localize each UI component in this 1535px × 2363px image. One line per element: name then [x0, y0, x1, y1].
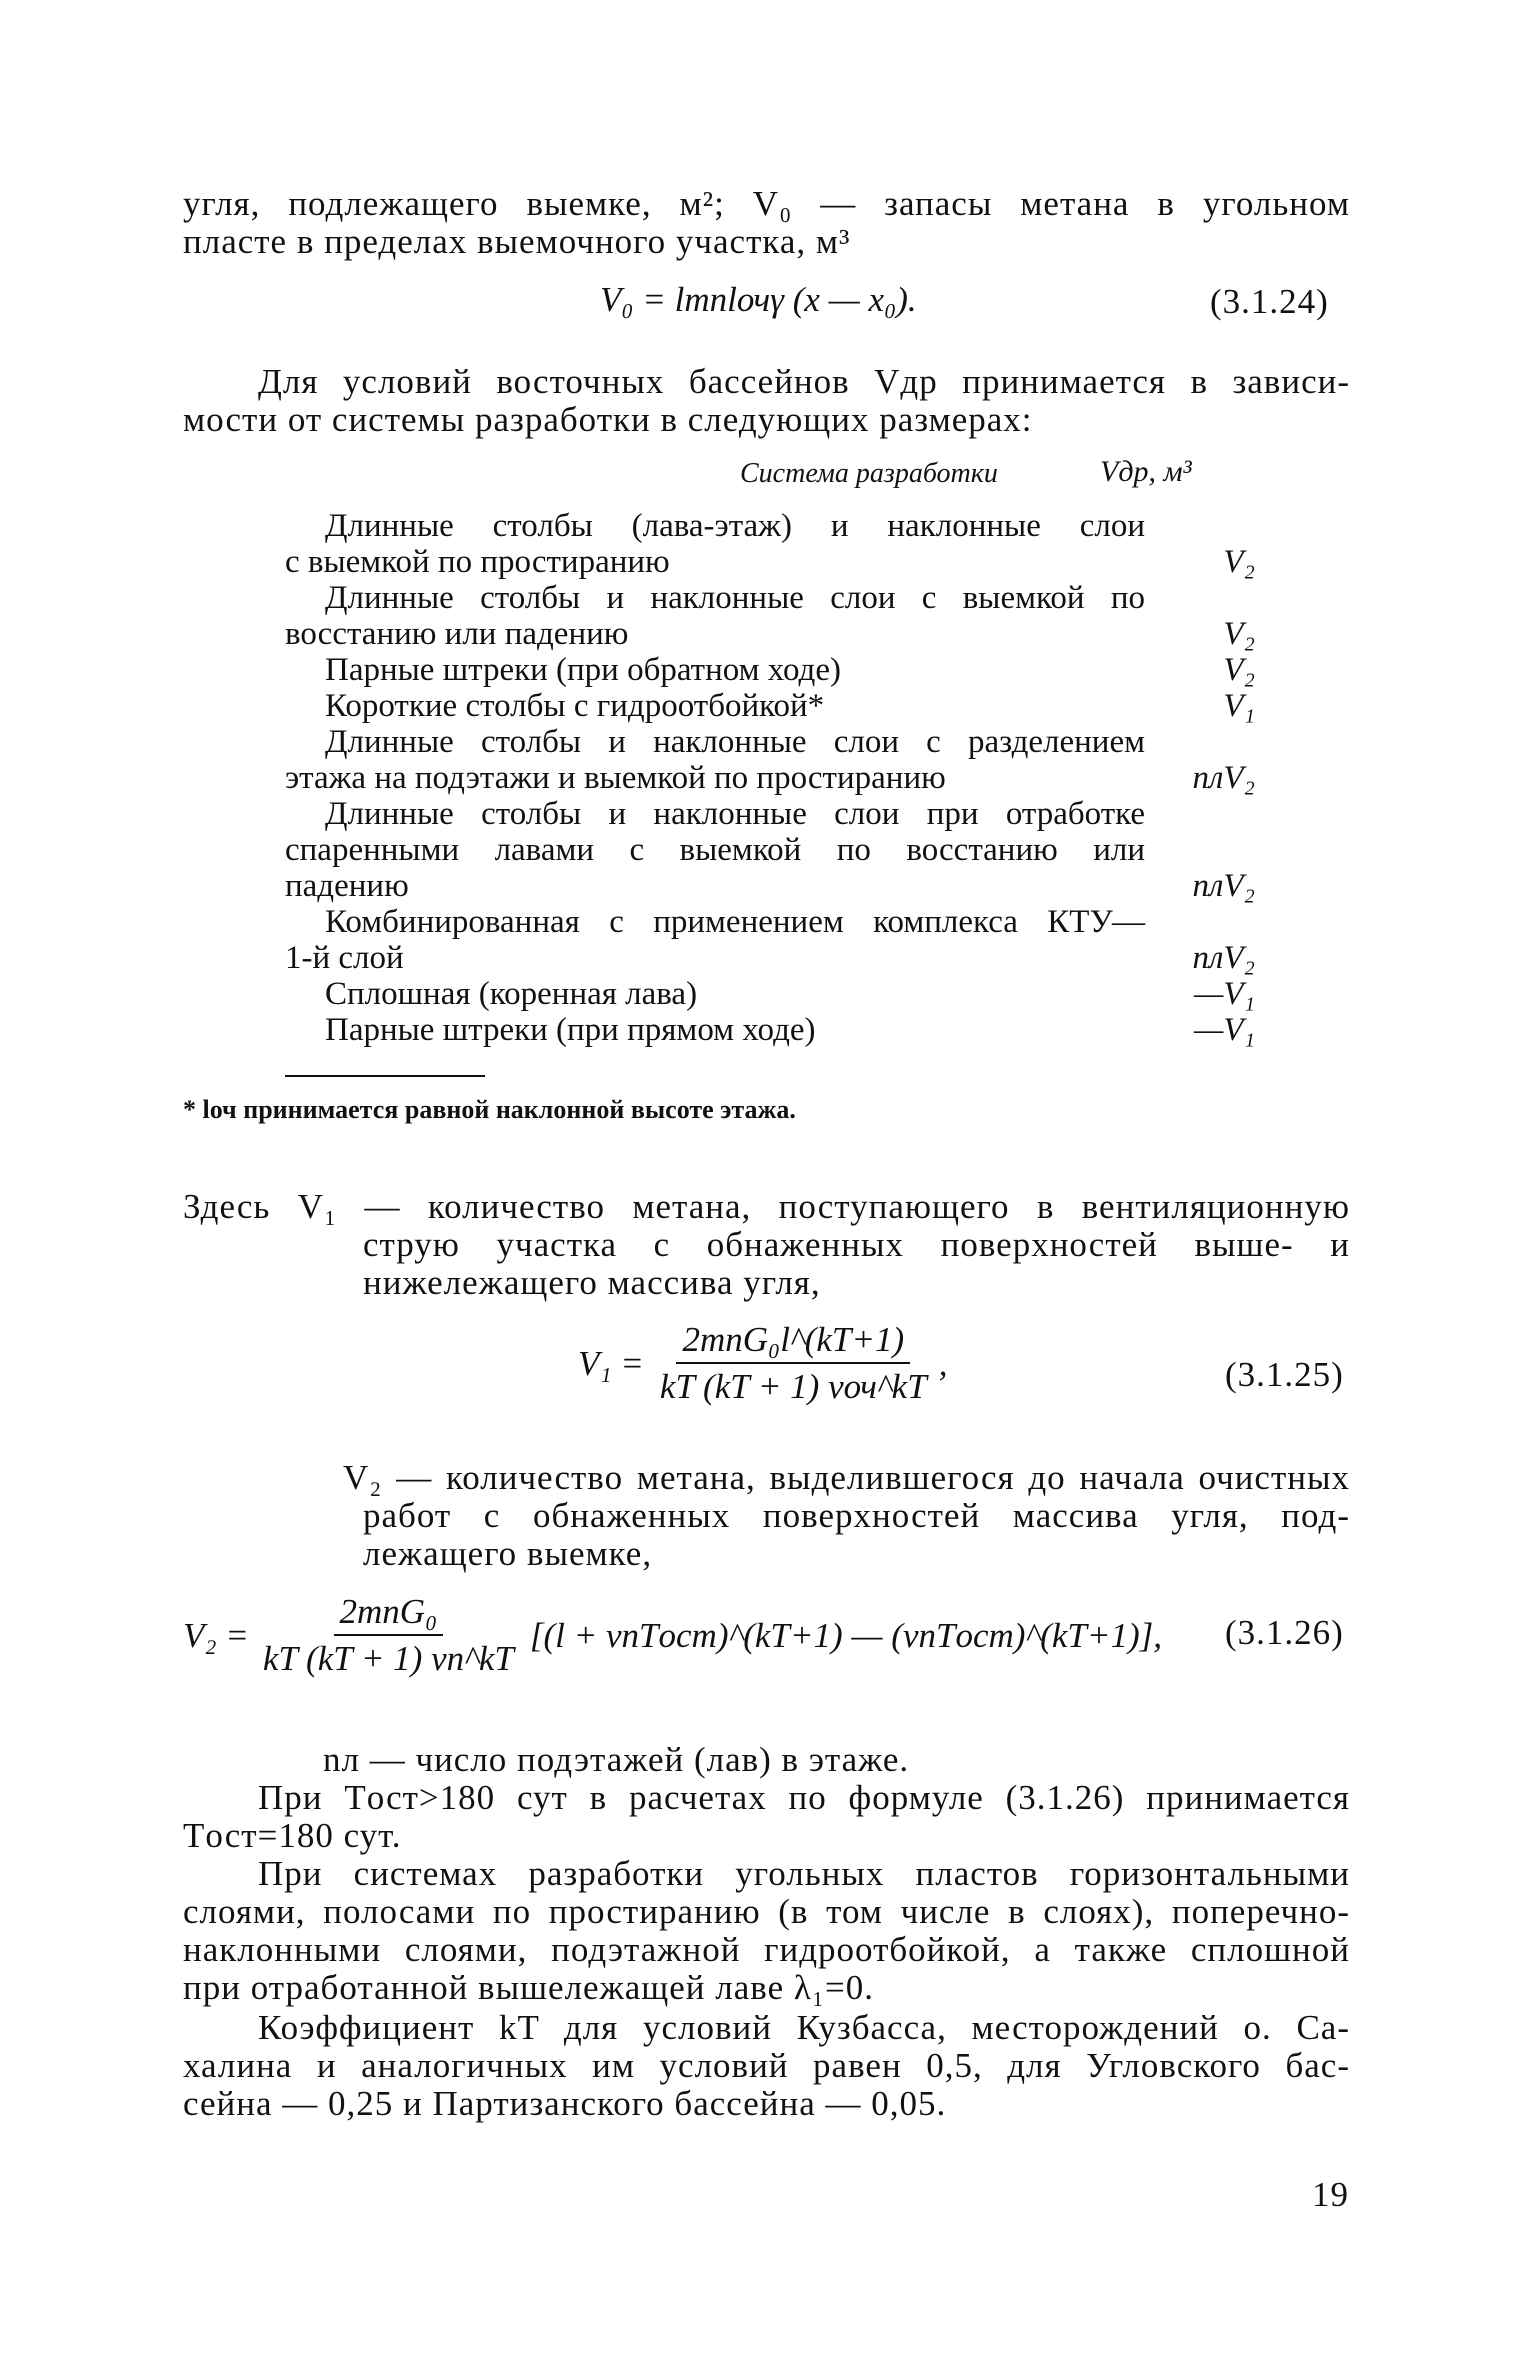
table-row-value: nлV₂	[1192, 940, 1255, 976]
table-row-value: —V₁	[1194, 976, 1255, 1012]
table-row	[285, 580, 1255, 652]
table-row-text: этажа на подэтажи и выемкой по простиранию	[285, 760, 946, 796]
paragraph-3-line-2: халина и аналогичных им условий равен 0,5, для Угловского бас-	[183, 2046, 1350, 2085]
table-row-value: V₁	[1223, 688, 1255, 724]
intro-line-2: пласте в пределах выемочного участка, м³	[183, 222, 851, 261]
table-row-text: падению	[285, 868, 409, 904]
table-row-text: 1-й слой	[285, 940, 404, 976]
v2-def-line-3: лежащего выемке,	[363, 1534, 653, 1573]
table-row-value: —V₁	[1194, 1012, 1255, 1048]
table-row-text: Длинные столбы и наклонные слои с разделением	[325, 724, 1145, 760]
nl-definition: nл — число подэтажей (лав) в этаже.	[323, 1740, 910, 1779]
system-table	[285, 508, 1255, 1048]
table-row	[285, 796, 1255, 904]
here-line-1: Здесь V₁ — количество метана, поступающего в вентиляционную	[183, 1187, 1350, 1226]
table-row-value: V₂	[1223, 652, 1255, 688]
paragraph-1-line-2: мости от системы разработки в следующих размерах:	[183, 400, 1033, 439]
table-row-text: Длинные столбы и наклонные слои с выемкой по	[325, 580, 1145, 616]
eq25-numerator: 2mпG₀l^(kT+1)	[676, 1318, 910, 1364]
equation-3-1-26	[183, 1590, 1162, 1682]
footnote: * lоч принимается равной наклонной высоте этажа.	[183, 1095, 796, 1124]
equation-number-3-1-25: (3.1.25)	[1225, 1355, 1344, 1394]
table-row-value: nлV₂	[1192, 868, 1255, 904]
table-row	[285, 976, 1255, 1012]
table-row-text: спаренными лавами с выемкой по восстанию или	[285, 832, 1145, 868]
equation-3-1-25	[578, 1318, 947, 1410]
eq26-denominator: kT (kT + 1) vп^kT	[262, 1639, 514, 1678]
table-row-value: nлV₂	[1192, 760, 1255, 796]
footnote-divider	[285, 1075, 485, 1077]
eq25-lhs: V₁ =	[578, 1344, 644, 1383]
table-row-value: V₂	[1223, 544, 1255, 580]
table-row-text: с выемкой по простиранию	[285, 544, 670, 580]
paragraph-2-line-3: наклонными слоями, подэтажной гидроотбойкой, а также сплошной	[183, 1930, 1350, 1969]
table-row-text: Длинные столбы и наклонные слои при отработке	[325, 796, 1145, 832]
table-row-text: Длинные столбы (лава-этаж) и наклонные слои	[325, 508, 1145, 544]
eq25-tail: ,	[938, 1344, 948, 1383]
eq25-denominator: kT (kT + 1) vоч^kT	[659, 1367, 927, 1406]
equation-3-1-24: V₀ = lmпlочγ (x — x₀).	[600, 280, 917, 319]
table-header-value: Vдр, м³	[1100, 455, 1192, 488]
table-row-text: Парные штреки (при прямом ходе)	[325, 1012, 816, 1048]
paragraph-1-line-1: Для условий восточных бассейнов Vдр принимается в зависи-	[258, 362, 1350, 401]
here-line-2: струю участка с обнаженных поверхностей выше- и	[363, 1225, 1350, 1264]
table-row-text: восстанию или падению	[285, 616, 629, 652]
here-line-3: нижележащего массива угля,	[363, 1263, 821, 1302]
table-row	[285, 904, 1255, 976]
v2-def-line-2: работ с обнаженных поверхностей массива угля, под-	[363, 1496, 1350, 1535]
paragraph-3-line-3: сейна — 0,25 и Партизанского бассейна — 0,05.	[183, 2084, 947, 2123]
paragraph-2-line-4: при отработанной вышележащей лаве λ₁=0.	[183, 1968, 875, 2007]
table-row-text: Комбинированная с применением комплекса КТУ—	[325, 904, 1145, 940]
paragraph-3-line-1: Коэффициент kT для условий Кузбасса, месторождений о. Са-	[258, 2008, 1350, 2047]
table-row-value: V₂	[1223, 616, 1255, 652]
eq26-bracket: [(l + vпTост)^(kT+1) — (vпTост)^(kT+1)],	[529, 1616, 1162, 1655]
tost-line-2: Tост=180 сут.	[183, 1816, 402, 1855]
eq26-lhs: V₂ =	[183, 1616, 249, 1655]
table-row	[285, 652, 1255, 688]
page-number: 19	[1312, 2175, 1349, 2214]
table-row	[285, 508, 1255, 580]
eq26-fraction	[257, 1590, 520, 1682]
paragraph-2-line-2: слоями, полосами по простиранию (в том числе в слоях), поперечно-	[183, 1892, 1350, 1931]
table-row	[285, 688, 1255, 724]
table-row	[285, 724, 1255, 796]
table-row-text: Парные штреки (при обратном ходе)	[325, 652, 841, 688]
tost-line-1: При Tост>180 сут в расчетах по формуле (3.1.26) принимается	[258, 1778, 1350, 1817]
intro-line-1: угля, подлежащего выемке, м²; V₀ — запасы метана в угольном	[183, 184, 1350, 223]
v2-def-line-1: V₂ — количество метана, выделившегося до начала очистных	[343, 1458, 1350, 1497]
eq25-fraction	[654, 1318, 933, 1410]
table-row-text: Сплошная (коренная лава)	[325, 976, 698, 1012]
equation-number-3-1-24: (3.1.24)	[1210, 282, 1329, 321]
table-row	[285, 1012, 1255, 1048]
equation-number-3-1-26: (3.1.26)	[1225, 1613, 1344, 1652]
paragraph-2-line-1: При системах разработки угольных пластов горизонтальными	[258, 1854, 1350, 1893]
table-header-system: Система разработки	[740, 458, 998, 489]
eq26-numerator: 2mпG₀	[334, 1590, 444, 1636]
table-row-text: Короткие столбы с гидроотбойкой*	[325, 688, 825, 724]
